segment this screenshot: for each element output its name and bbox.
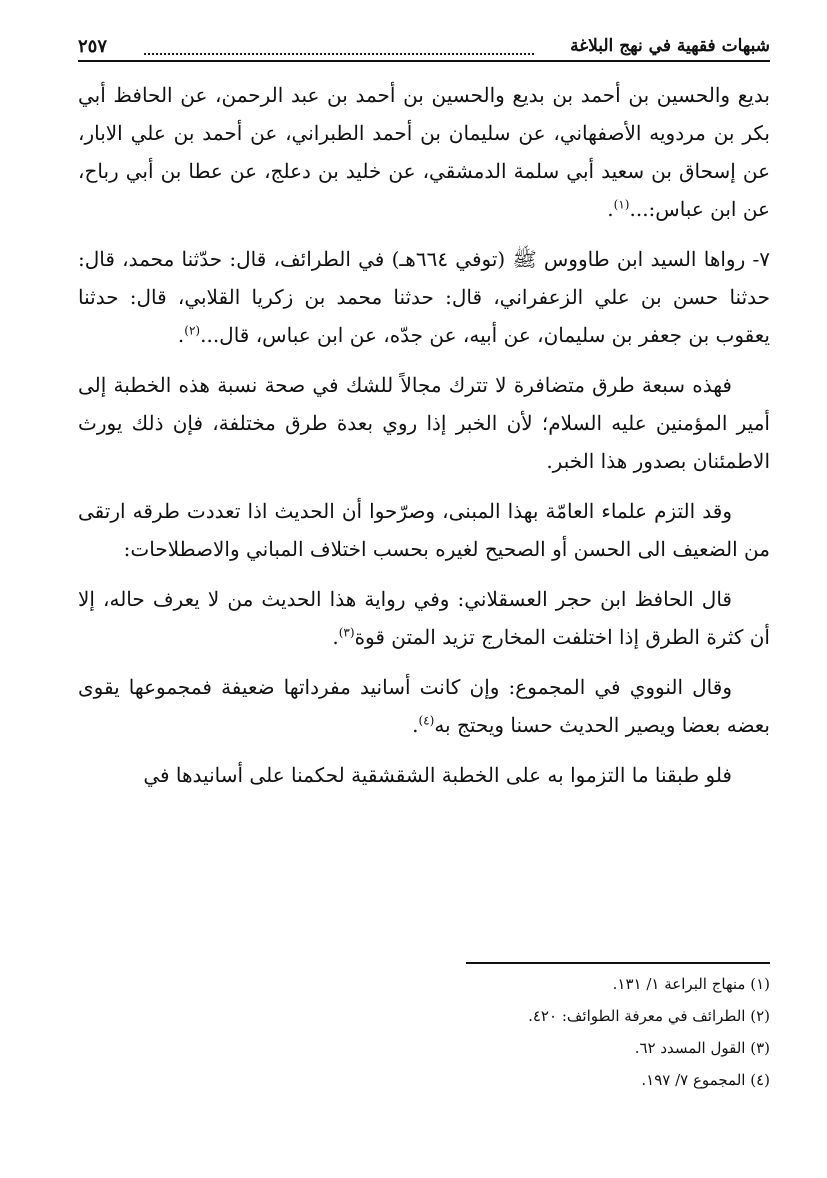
paragraph-scholars <box>78 492 770 568</box>
running-title: شبهات فقهية في نهج البلاغة <box>570 36 770 56</box>
footnote-3: (٣) القول المسدد ٦٢. <box>634 1039 770 1057</box>
paragraph-final <box>78 756 770 794</box>
footnote-ref: (٤) <box>418 713 435 728</box>
paragraph-isnad-6 <box>78 76 770 228</box>
paragraph-text: وقال النووي في المجموع: وإن كانت أسانيد مفرداتها ضعيفة فمجموعها يقوى بعضه بعضا ويصير الحديث حسنا ويحتج به <box>78 675 770 737</box>
paragraph-tail: . <box>607 197 614 221</box>
paragraph-tail: . <box>412 713 419 737</box>
footnote-1: (١) منهاج البراعة ١/ ١٣١. <box>612 975 770 993</box>
paragraph-conclusion <box>78 366 770 480</box>
paragraph-tail: . <box>332 625 339 649</box>
paragraph-text: وقد التزم علماء العامّة بهذا المبنى، وصرّحوا أن الحديث اذا تعددت طرقه ارتقى من الضعيف الى الحسن أو الصحيح لغيره بحسب اختلاف المباني والاصطلاحات: <box>78 499 770 561</box>
paragraph-nawawi <box>78 668 770 744</box>
page-header <box>78 34 770 62</box>
page-number: ٢٥٧ <box>78 36 108 57</box>
header-dot-leader <box>144 38 534 55</box>
footnote-ref: (١) <box>613 197 630 212</box>
footnote-separator <box>466 962 770 964</box>
footnote-ref: (٢) <box>184 323 201 338</box>
paragraph-tail: . <box>177 323 185 347</box>
paragraph-text: فلو طبقنا ما التزموا به على الخطبة الشقشقية لحكمنا على أسانيدها في <box>143 763 732 787</box>
paragraph-ibn-hajar <box>78 580 770 656</box>
footnote-4: (٤) المجموع ٧/ ١٩٧. <box>641 1071 770 1089</box>
paragraph-text: فهذه سبعة طرق متضافرة لا تترك مجالاً للشك في صحة نسبة هذه الخطبة إلى أمير المؤمنين عليه السلام؛ لأن الخبر إذا روي بعدة طرق مختلفة، فإن ذلك يورث الاطمئنان بصدور هذا الخبر. <box>78 373 770 473</box>
paragraph-isnad-7 <box>78 240 770 354</box>
footnotes <box>78 968 770 1096</box>
paragraph-text: قال الحافظ ابن حجر العسقلاني: وفي رواية هذا الحديث من لا يعرف حاله، إلا أن كثرة الطرق إذا اختلفت المخارج تزيد المتن قوة <box>78 587 770 649</box>
footnote-ref: (٣) <box>338 625 355 640</box>
main-text <box>78 76 770 806</box>
paragraph-text: بديع والحسين بن أحمد بن بديع والحسين بن أحمد بن عبد الرحمن، عن الحافظ أبي بكر بن مردويه الأصفهاني، عن سليمان بن أحمد الطبراني، عن أحمد بن علي الابار، عن إسحاق بن سعيد أبي سلمة الدمشقي، عن خليد بن دعلج، عن عطا بن أبي رباح، عن ابن عباس:... <box>78 83 770 221</box>
footnote-2: (٢) الطرائف في معرفة الطوائف: ٤٢٠. <box>528 1007 770 1025</box>
paragraph-text: ٧- رواها السيد ابن طاووس ﷺ (توفي ٦٦٤هـ) في الطرائف، قال: حدّثنا محمد، قال: حدثنا حسن بن علي الزعفراني، قال: حدثنا محمد بن زكريا القلابي، قال: حدثنا يعقوب بن جعفر بن سليمان، عن أبيه، عن جدّه، عن ابن عباس، قال... <box>78 247 771 347</box>
